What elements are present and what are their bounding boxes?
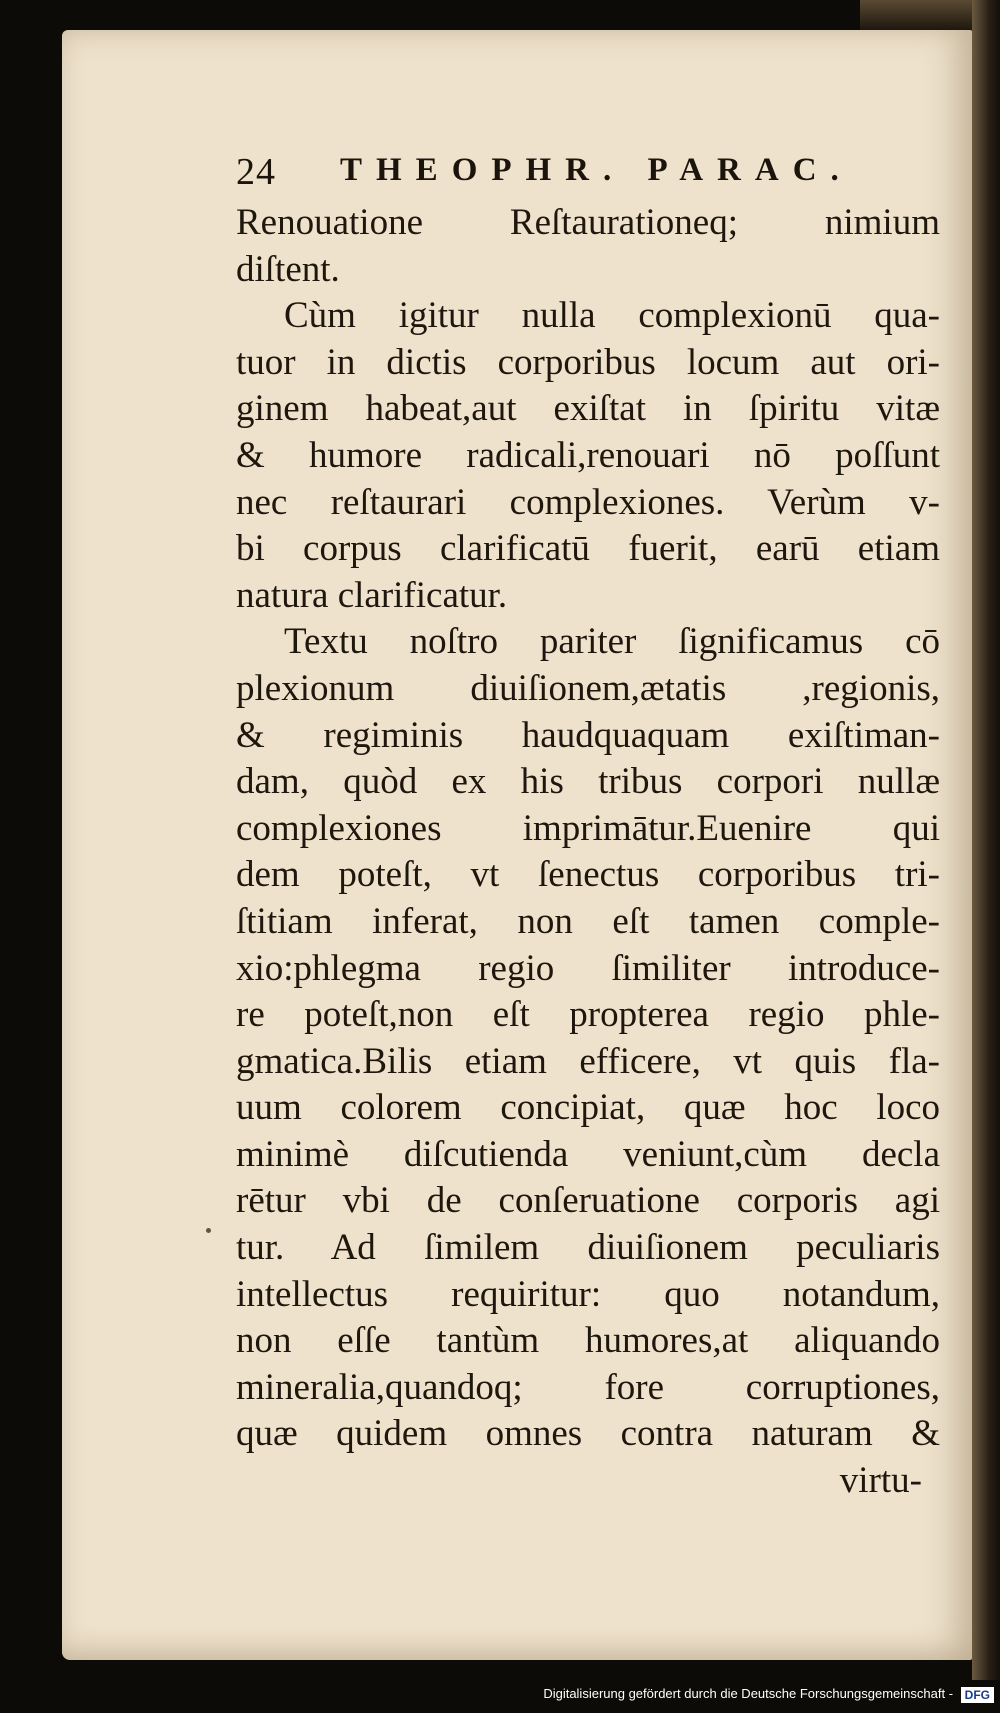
running-title: THEOPHR. PARAC. [340, 152, 853, 188]
text-line: mineralia,quandoq; fore corruptiones, [236, 1366, 940, 1408]
text-line: complexiones imprimātur.Euenire qui [236, 807, 940, 849]
text-line: & regiminis haudquaquam exiſtiman- [236, 714, 940, 756]
catchword: virtu- [839, 1460, 922, 1502]
text-line: diſtent. [236, 248, 340, 290]
text-line: quæ quidem omnes contra naturam & [236, 1413, 940, 1455]
text-line: minimè diſcutienda veniunt,cùm decla [236, 1133, 940, 1175]
text-line: rētur vbi de conſeruatione corporis agi [236, 1180, 940, 1222]
page-number: 24 [236, 151, 276, 193]
text-line: dam, quòd ex his tribus corpori nullæ [236, 761, 940, 803]
text-line: gmatica.Bilis etiam efficere, vt quis fla- [236, 1040, 940, 1082]
text-line: xio:phlegma regio ſimiliter introduce- [236, 947, 940, 989]
text-line: intellectus requiritur: quo notandum, [236, 1273, 940, 1315]
text-line: & humore radicali,renouari nō poſſunt [236, 434, 940, 476]
body-text [236, 200, 940, 1505]
text-line: ginem habeat,aut exiſtat in ſpiritu vitæ [236, 388, 940, 430]
digitization-footer [0, 1679, 994, 1709]
text-line: Renouatione Reſtaurationeq; nimium [236, 202, 940, 243]
text-line: tur. Ad ſimilem diuiſionem peculiaris [236, 1227, 940, 1269]
text-line: nec reſtaurari complexiones. Verùm v- [236, 481, 940, 523]
text-line: uum colorem concipiat, quæ hoc loco [236, 1087, 940, 1129]
text-line: Cùm igitur nulla complexionū qua- [284, 295, 940, 337]
text-line: plexionum diuiſionem,ætatis ,regionis, [236, 667, 940, 709]
dfg-logo: DFG [961, 1687, 994, 1703]
text-line: Textu noſtro pariter ſignificamus cō [284, 621, 940, 663]
text-line: natura clarificatur. [236, 574, 508, 616]
text-line: dem poteſt, vt ſenectus corporibus tri- [236, 854, 940, 896]
footer-text: Digitalisierung gefördert durch die Deutsche Forschungsgemeinschaft - [543, 1686, 954, 1701]
margin-mark [206, 1228, 211, 1233]
book-spine [972, 0, 1000, 1680]
text-line: tuor in dictis corporibus locum aut ori- [236, 341, 940, 383]
text-line: non eſſe tantùm humores,at aliquando [236, 1320, 940, 1362]
text-line: bi corpus clarificatū fuerit, earū etiam [236, 528, 940, 570]
text-line: ſtitiam inferat, non eſt tamen comple- [236, 900, 940, 942]
page-header [236, 148, 956, 204]
text-line: re poteſt,non eſt propterea regio phle- [236, 994, 940, 1036]
